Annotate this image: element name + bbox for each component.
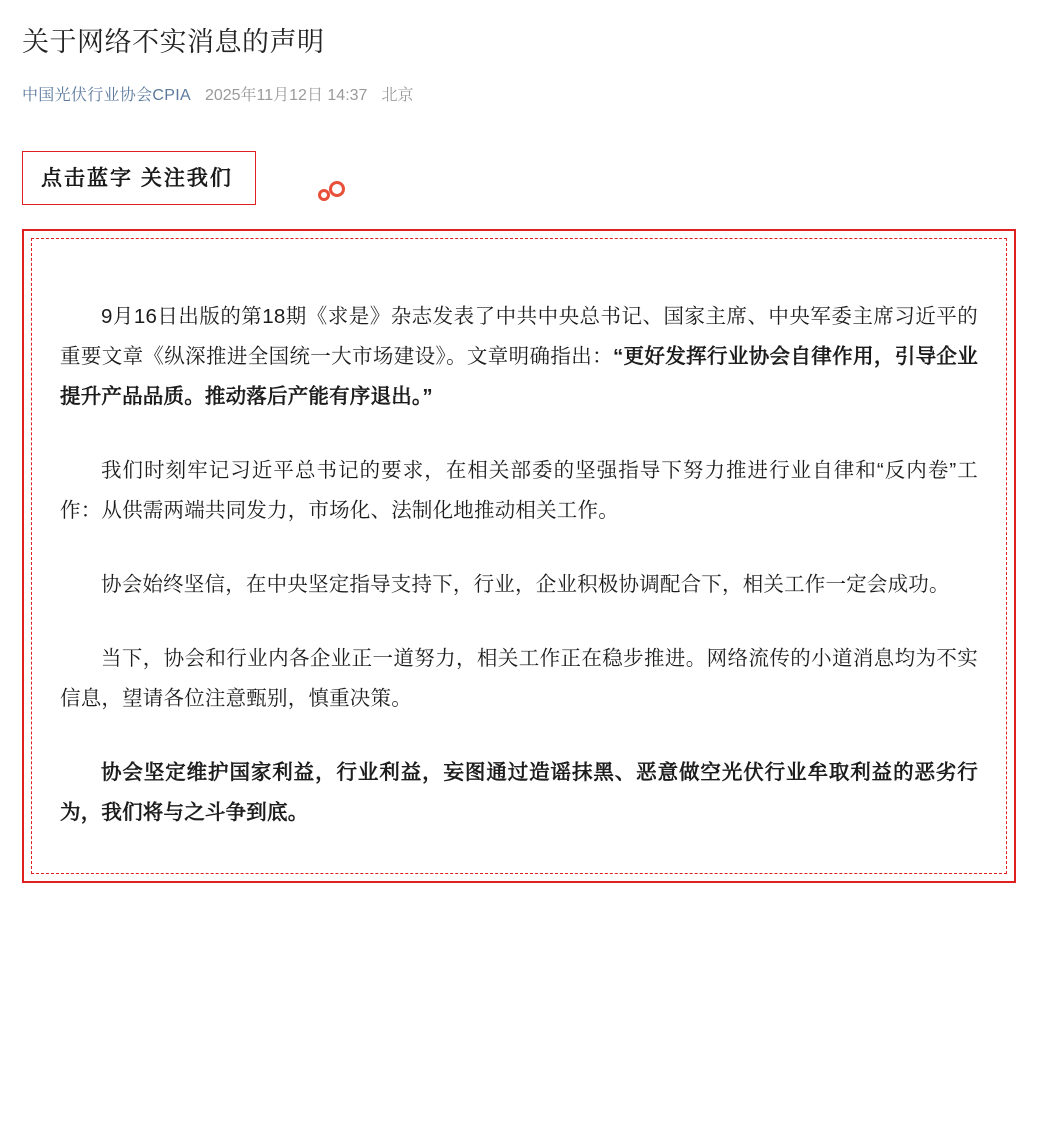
paragraph: 当下，协会和行业内各企业正一道努力，相关工作正在稳步推进。网络流传的小道消息均为不实信息，望请各位注意甄别，慎重决策。 <box>60 647 978 711</box>
article-meta <box>22 82 1016 105</box>
paragraph: 协会坚定维护国家利益，行业利益，妄图通过造谣抹黑、恶意做空光伏行业牟取利益的恶劣行为，我们将与之斗争到底。 <box>60 761 978 825</box>
paragraph <box>60 297 978 417</box>
follow-banner-label: 点击蓝字 关注我们 <box>41 167 233 191</box>
paragraph: 协会始终坚信，在中央坚定指导支持下，行业，企业积极协调配合下，相关工作一定会成功。 <box>101 573 950 597</box>
publish-location: 北京 <box>381 87 414 105</box>
article-body-frame <box>22 229 1016 883</box>
paragraph: 我们时刻牢记习近平总书记的要求，在相关部委的坚强指导下努力推进行业自律和“反内卷”工作：从供需两端共同发力，市场化、法制化地推动相关工作。 <box>60 459 978 523</box>
paragraph-emphasis: “更好发挥行业协会自律作用，引导企业提升产品品质。推动落后产能有序退出。” <box>60 345 978 409</box>
follow-banner <box>22 151 1016 207</box>
follow-banner-box[interactable] <box>22 151 256 205</box>
account-link[interactable]: 中国光伏行业协会CPIA <box>22 87 191 105</box>
paragraph-lead: 9月16日出版的第18期《求是》杂志发表了中共中央总书记、国家主席、中央军委主席习近平的重要文章《纵深推进全国统一大市场建设》。文章明确指出： <box>60 305 978 369</box>
publish-date: 2025年11月12日 14:37 <box>204 87 368 105</box>
article-body <box>31 238 1007 874</box>
rings-decoration-icon <box>318 179 352 205</box>
page-title: 关于网络不实消息的声明 <box>22 27 325 57</box>
